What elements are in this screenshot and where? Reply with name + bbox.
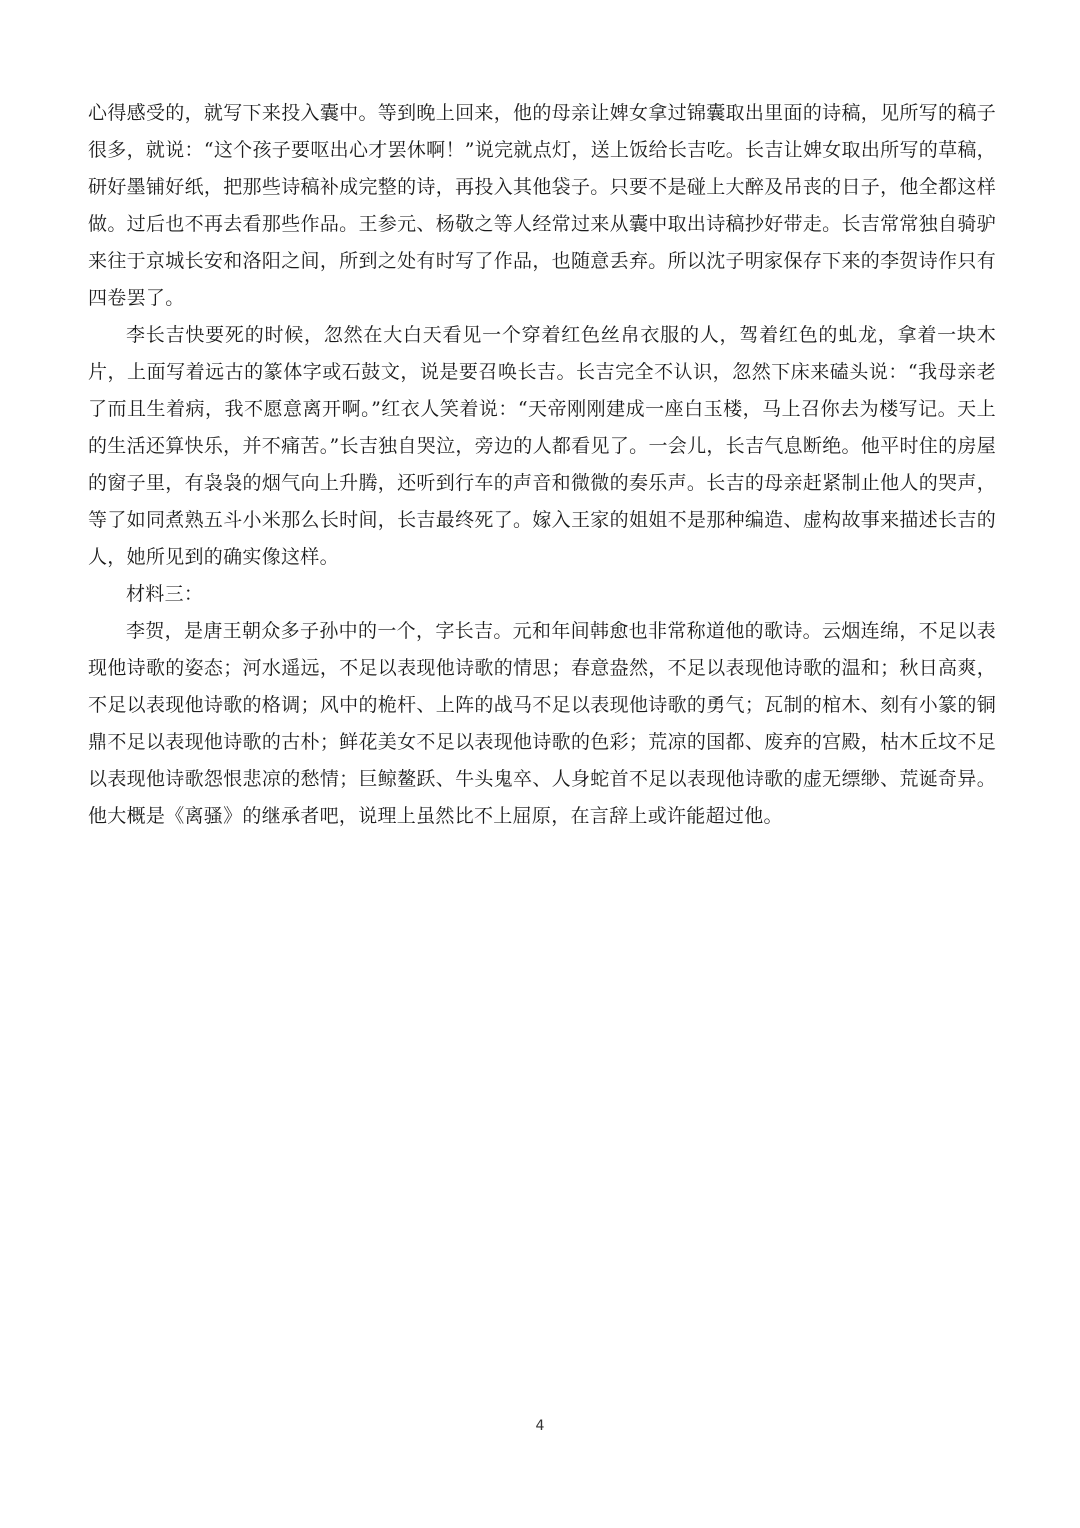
page-number: 4 — [535, 1418, 545, 1434]
paragraph-li-changji-death: 李长吉快要死的时候，忽然在大白天看见一个穿着红色丝帛衣服的人，驾着红色的虬龙，拿着一块木片，上面写着远古的篆体字或石鼓文，说是要召唤长吉。长吉完全不认识，忽然下床来磕头说：“我母亲老了而且生着病，我不愿意离开啊。”红衣人笑着说：“天帝刚刚建成一座白玉楼，马上召你去为楼写记。天上的生活还算快乐，并不痛苦。”长吉独自哭泣，旁边的人都看见了。一会儿，长吉气息断绝。他平时住的房屋的窗子里，有袅袅的烟气向上升腾，还听到行车的声音和微微的奏乐声。长吉的母亲赶紧制止他人的哭声，等了如同煮熟五斗小米那么长时间，长吉最终死了。嫁入王家的姐姐不是那种编造、虚构故事来描述长吉的人，她所见到的确实像这样。 — [88, 324, 996, 568]
paragraph-continuation: 心得感受的，就写下来投入囊中。等到晚上回来，他的母亲让婢女拿过锦囊取出里面的诗稿，见所写的稿子很多，就说：“这个孩子要呕出心才罢休啊！”说完就点灯，送上饭给长吉吃。长吉让婢女取出所写的草稿，研好墨铺好纸，把那些诗稿补成完整的诗，再投入其他袋子。只要不是碰上大醉及吊丧的日子，他全都这样做。过后也不再去看那些作品。王参元、杨敬之等人经常过来从囊中取出诗稿抄好带走。长吉常常独自骑驴来往于京城长安和洛阳之间，所到之处有时写了作品，也随意丢弃。所以沈子明家保存下来的李贺诗作只有四卷罢了。 — [88, 102, 996, 309]
text-body — [88, 95, 996, 835]
paragraph-material-three: 李贺，是唐王朝众多子孙中的一个，字长吉。元和年间韩愈也非常称道他的歌诗。云烟连绵，不足以表现他诗歌的姿态；河水遥远，不足以表现他诗歌的情思；春意盎然，不足以表现他诗歌的温和；秋日高爽，不足以表现他诗歌的格调；风中的桅杆、上阵的战马不足以表现他诗歌的勇气；瓦制的棺木、刻有小篆的铜鼎不足以表现他诗歌的古朴；鲜花美女不足以表现他诗歌的色彩；荒凉的国都、废弃的宫殿，枯木丘坟不足以表现他诗歌怨恨悲凉的愁情；巨鲸鳌跃、牛头鬼卒、人身蛇首不足以表现他诗歌的虚无缥缈、荒诞奇异。他大概是《离骚》的继承者吧，说理上虽然比不上屈原，在言辞上或许能超过他。 — [88, 620, 996, 827]
section-heading-material-three: 材料三： — [126, 583, 204, 605]
